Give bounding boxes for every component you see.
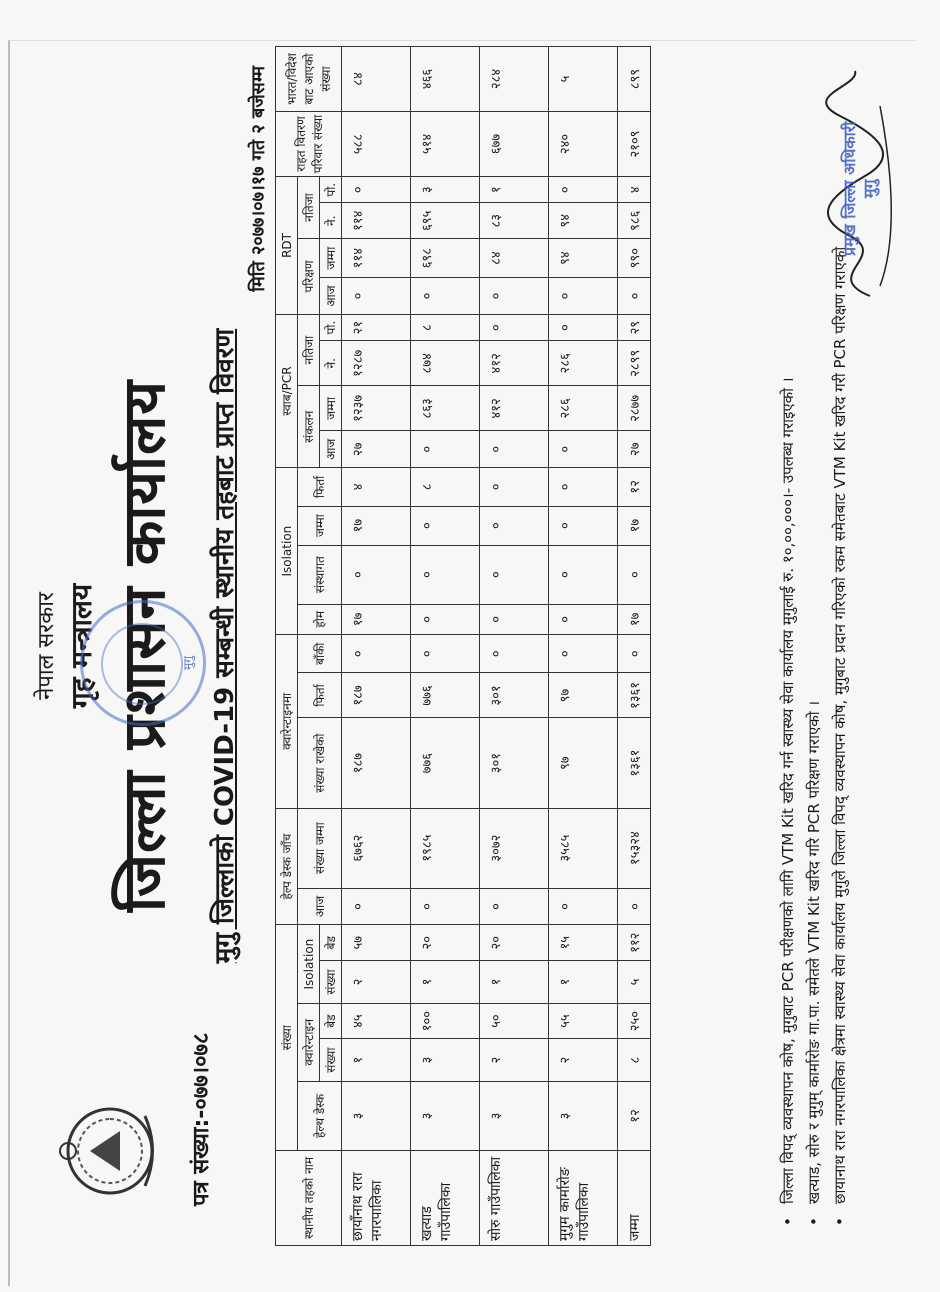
letter-number: पत्र संख्या:-०७७।०७८ <box>189 1032 214 1206</box>
cell-q-bed: ४५ <box>342 1003 411 1039</box>
cell-swab-today: ० <box>549 431 618 468</box>
cell-relief: २४० <box>549 112 618 177</box>
cell-q-count: ८ <box>618 1039 651 1081</box>
cell-relief: ६७७ <box>480 112 549 177</box>
cell-rdt-total: ६९८ <box>411 239 480 278</box>
date-line: मिति २०७७।०७।१७ गते २ बजेसम्म <box>248 66 269 292</box>
cell-rdt-pos: ० <box>342 177 411 204</box>
cell-iso-count: २ <box>342 961 411 1004</box>
office-name: जिल्ला प्रशासन कार्यालय <box>110 380 178 913</box>
cell-iso-inst: ० <box>342 545 411 604</box>
document-sheet <box>30 26 910 1266</box>
col-swab-result: नतिजा <box>298 314 320 385</box>
cell-swab-total: ४१२ <box>480 386 549 431</box>
cell-q-bed: १०० <box>411 1003 480 1039</box>
cell-swab-pos: २९ <box>618 314 651 340</box>
cell-rdt-total: ८४ <box>480 239 549 278</box>
col-q-returned: फिर्ता <box>298 673 342 718</box>
cell-iso-total: १७ <box>618 506 651 545</box>
col-swab-pcr: स्वाब/PCR <box>276 314 298 467</box>
cell-relief: २१०९ <box>618 112 651 177</box>
col-rdt-result: नतिजा <box>298 177 320 239</box>
ministry-label: गृह मन्त्रालय <box>65 583 98 709</box>
letterhead <box>30 26 269 1266</box>
cell-q-count: ३ <box>411 1039 480 1081</box>
cell-q-remaining: ० <box>549 635 618 673</box>
cell-q-kept: ७७६ <box>411 718 480 808</box>
cell-local-body: सोरु गाउँपालिका <box>480 1151 549 1246</box>
cell-check-total: ६७६२ <box>342 808 411 888</box>
col-iso-bed: बेड <box>320 925 342 961</box>
cell-swab-pos: ० <box>549 314 618 340</box>
cell-rdt-pos: ४ <box>618 177 651 204</box>
col-swab-today: आज <box>320 431 342 468</box>
cell-swab-total: ८६३ <box>411 386 480 431</box>
cell-swab-total: २८६ <box>549 386 618 431</box>
cell-swab-total: १२३७ <box>342 386 411 431</box>
cell-q-returned: १८७ <box>342 673 411 718</box>
cell-check-total: ३५८५ <box>549 808 618 888</box>
cell-iso-home: १७ <box>342 604 411 634</box>
cell-q-returned: ७७६ <box>411 673 480 718</box>
signature-stamp <box>840 122 880 256</box>
col-isolation: Isolation <box>276 468 298 635</box>
cell-swab-neg: १२८७ <box>342 341 411 386</box>
cell-check-total: १५३२४ <box>618 808 651 888</box>
cell-q-kept: ३०१ <box>480 718 549 808</box>
cell-check-total: १९८५ <box>411 808 480 888</box>
col-rdt-neg: ने. <box>320 203 342 239</box>
col-quarantine-detail: क्वारेन्टाइनमा <box>276 635 298 809</box>
col-count: संख्या <box>276 925 298 1151</box>
cell-abroad: ५ <box>549 47 618 112</box>
cell-iso-bed: १५ <box>549 925 618 961</box>
table-total-row <box>618 47 651 1246</box>
cell-rdt-total: ९४ <box>549 239 618 278</box>
col-q-number: संख्या <box>320 1039 342 1081</box>
cell-q-remaining: ० <box>480 635 549 673</box>
col-rdt: RDT <box>276 177 298 315</box>
cell-iso-bed: ५७ <box>342 925 411 961</box>
note-item: • छायानाथ रारा नगरपालिका क्षेत्रमा स्वास्थ्य सेवा कार्यालय मुगुले जिल्ला विपद् व्यवस्थापन कोष, मुगुबाट प्रदान गरिएको रकम समेतबाट VTM Kit खरिद गरी PCR परिक्षण गराएको <box>827 66 853 1226</box>
cell-health-desk: ३ <box>480 1081 549 1150</box>
cell-check-today: ० <box>480 888 549 925</box>
col-iso-returned: फिर्ता <box>298 468 342 506</box>
cell-health-desk: १२ <box>618 1081 651 1150</box>
cell-swab-pos: २१ <box>342 314 411 340</box>
cell-rdt-neg: ११४ <box>342 203 411 239</box>
cell-check-total: ३०७२ <box>480 808 549 888</box>
cell-iso-count: १ <box>549 961 618 1004</box>
col-rdt-today: आज <box>320 278 342 315</box>
cell-relief: ५१४ <box>411 112 480 177</box>
col-check-today: आज <box>298 888 342 925</box>
cell-local-body: खत्याड गाउँपालिका <box>411 1151 480 1246</box>
cell-swab-neg: २८९९ <box>618 341 651 386</box>
note-item: • जिल्ला विपद् व्यवस्थापन कोष, मुगुबाट PCR परीक्षणको लागि VTM Kit खरिद गर्न स्वास्थ्य सेवा कार्यालय मुगुलाई रु. १०,००,०००।- उपलब्ध गराइएको । <box>775 66 801 1226</box>
cell-iso-home: ० <box>480 604 549 634</box>
col-iso-total: जम्मा <box>298 506 342 545</box>
cell-iso-returned: १२ <box>618 468 651 506</box>
cell-iso-bed: २० <box>480 925 549 961</box>
cell-iso-total: ० <box>549 506 618 545</box>
col-iso-inst: संस्थागत <box>298 545 342 604</box>
cell-rdt-total: ९९० <box>618 239 651 278</box>
government-label: नेपाल सरकार <box>34 592 59 700</box>
cell-q-count: २ <box>549 1039 618 1081</box>
cell-swab-neg: २८६ <box>549 341 618 386</box>
office-stamp <box>80 600 206 726</box>
cell-check-today: ० <box>342 888 411 925</box>
office-stamp-inner <box>101 623 183 705</box>
cell-relief: ५८८ <box>342 112 411 177</box>
cell-iso-returned: ० <box>480 468 549 506</box>
cell-abroad: ४६६ <box>411 47 480 112</box>
col-rdt-total: जम्मा <box>320 239 342 278</box>
cell-q-remaining: ० <box>342 635 411 673</box>
cell-iso-returned: ८ <box>411 468 480 506</box>
cell-rdt-today: ० <box>549 278 618 315</box>
cell-iso-bed: २० <box>411 925 480 961</box>
cell-rdt-neg: ८३ <box>480 203 549 239</box>
col-relief: राहत वितरण परिवार संख्या <box>276 112 342 177</box>
cell-iso-total: ० <box>411 506 480 545</box>
note-item: • खत्याड, सोरु र मुगुम् कार्मारोङ गा.पा. समेतले VTM Kit खरिद गरि PCR परिक्षण गराएको । <box>801 66 827 1226</box>
cell-swab-today: ० <box>480 431 549 468</box>
cell-q-returned: ३०१ <box>480 673 549 718</box>
cell-health-desk: ३ <box>411 1081 480 1150</box>
cell-rdt-total: ११४ <box>342 239 411 278</box>
cell-q-remaining: ० <box>411 635 480 673</box>
col-local-body: स्थानीय तहको नाम <box>276 1151 342 1246</box>
cell-swab-total: २८७७ <box>618 386 651 431</box>
table-row <box>480 47 549 1246</box>
col-iso-home: होम <box>298 604 342 634</box>
col-quarantine: क्वारेन्टाइन <box>298 1003 320 1081</box>
cell-iso-home: ० <box>549 604 618 634</box>
cell-q-kept: १८७ <box>342 718 411 808</box>
cell-iso-inst: ० <box>480 545 549 604</box>
office-stamp-place: मुगु <box>181 656 195 670</box>
col-q-remaining: बाँकी <box>298 635 342 673</box>
cell-local-body: मुगुम कार्मारोङ गाउँपालिका <box>549 1151 618 1246</box>
signature-stamp-line: प्रमुख जिल्ला अधिकारी <box>840 121 859 256</box>
col-swab-pos: पो. <box>320 314 342 340</box>
covid-data-table <box>275 46 651 1246</box>
cell-iso-count: १ <box>480 961 549 1004</box>
cell-q-bed: २५० <box>618 1003 651 1039</box>
cell-iso-count: ५ <box>618 961 651 1004</box>
cell-rdt-today: ० <box>480 278 549 315</box>
cell-q-bed: ५५ <box>549 1003 618 1039</box>
col-check-total: संख्या जम्मा <box>298 808 342 888</box>
cell-q-count: २ <box>480 1039 549 1081</box>
cell-rdt-today: ० <box>618 278 651 315</box>
col-swab-total: जम्मा <box>320 386 342 431</box>
cell-iso-returned: ४ <box>342 468 411 506</box>
col-help-desk-check: हेल्प डेस्क जाँच <box>276 808 298 925</box>
cell-iso-inst: ० <box>549 545 618 604</box>
cell-swab-today: २७ <box>342 431 411 468</box>
cell-iso-bed: ११२ <box>618 925 651 961</box>
cell-rdt-today: ० <box>342 278 411 315</box>
cell-q-returned: ९७ <box>549 673 618 718</box>
cell-q-bed: ५० <box>480 1003 549 1039</box>
cell-rdt-neg: ९४ <box>549 203 618 239</box>
col-swab-neg: ने. <box>320 341 342 386</box>
cell-iso-inst: ० <box>411 545 480 604</box>
cell-rdt-pos: १ <box>480 177 549 204</box>
cell-check-today: ० <box>549 888 618 925</box>
cell-swab-today: २७ <box>618 431 651 468</box>
cell-q-kept: ९७ <box>549 718 618 808</box>
cell-iso-inst: ० <box>618 545 651 604</box>
cell-rdt-pos: ० <box>549 177 618 204</box>
col-swab-collected: संकलन <box>298 386 320 468</box>
col-q-kept: संख्या राखेको <box>298 718 342 808</box>
cell-local-body: छायाँनाथ रारा नगरपालिका <box>342 1151 411 1246</box>
table-body <box>342 47 651 1246</box>
cell-q-kept: १३६१ <box>618 718 651 808</box>
col-isolation-beds: Isolation <box>298 925 320 1003</box>
cell-q-remaining: ० <box>618 635 651 673</box>
cell-iso-total: ० <box>480 506 549 545</box>
col-q-bed: बेड <box>320 1003 342 1039</box>
cell-rdt-pos: ३ <box>411 177 480 204</box>
cell-iso-total: १७ <box>342 506 411 545</box>
cell-rdt-neg: ९८६ <box>618 203 651 239</box>
cell-check-today: ० <box>618 888 651 925</box>
document-title: मुगु जिल्लाको COVID-19 सम्बन्धी स्थानीय तहबाट प्राप्त विवरण <box>210 328 240 964</box>
cell-iso-returned: ० <box>549 468 618 506</box>
cell-q-count: १ <box>342 1039 411 1081</box>
cell-swab-neg: ८७४ <box>411 341 480 386</box>
cell-swab-pos: ० <box>480 314 549 340</box>
cell-rdt-neg: ६९५ <box>411 203 480 239</box>
cell-swab-neg: ४१२ <box>480 341 549 386</box>
cell-rdt-today: ० <box>411 278 480 315</box>
cell-local-body: जम्मा <box>618 1151 651 1246</box>
cell-iso-home: ० <box>411 604 480 634</box>
col-iso-number: संख्या <box>320 961 342 1004</box>
cell-iso-count: १ <box>411 961 480 1004</box>
col-abroad: भारत/विदेश बाट आएको संख्या <box>276 47 342 112</box>
cell-iso-home: १७ <box>618 604 651 634</box>
col-rdt-pos: पो. <box>320 177 342 204</box>
table-row <box>411 47 480 1246</box>
table-row <box>549 47 618 1246</box>
signature-stamp-line: मुगु <box>860 179 879 199</box>
cell-q-returned: १३६१ <box>618 673 651 718</box>
cell-abroad: ८९९ <box>618 47 651 112</box>
cell-abroad: ८४ <box>342 47 411 112</box>
cell-swab-pos: ८ <box>411 314 480 340</box>
cell-check-today: ० <box>411 888 480 925</box>
cell-health-desk: ३ <box>549 1081 618 1150</box>
cell-health-desk: ३ <box>342 1081 411 1150</box>
table-row <box>342 47 411 1246</box>
col-health-desk: हेल्थ डेस्क <box>298 1081 342 1150</box>
cell-abroad: २८४ <box>480 47 549 112</box>
col-rdt-test: परिक्षण <box>298 239 320 315</box>
cell-swab-today: ० <box>411 431 480 468</box>
